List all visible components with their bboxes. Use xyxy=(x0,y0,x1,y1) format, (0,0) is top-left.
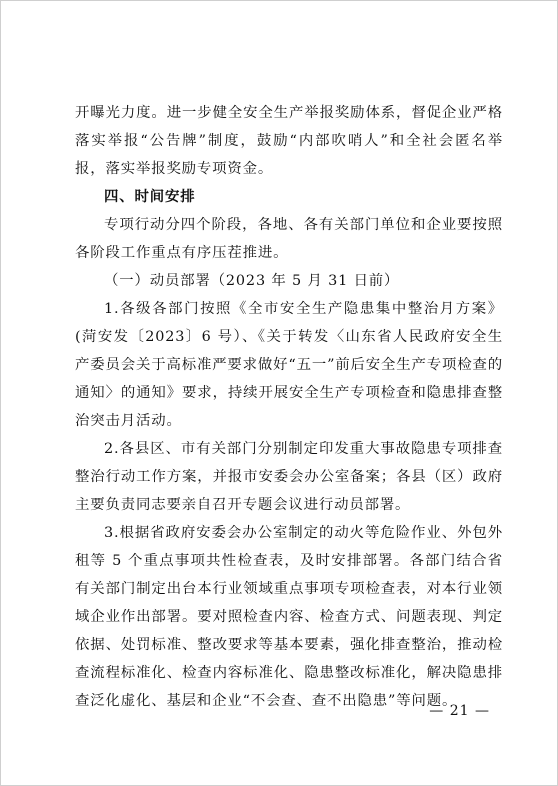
section-heading-time-schedule: 四、时间安排 xyxy=(104,189,196,205)
paragraph-continuation: 开曝光力度。进一步健全安全生产举报奖励体系，督促企业严格落实举报“公告牌”制度，鼓励“内部吹哨人”和全社会匿名举报，落实举报奖励专项资金。 xyxy=(75,105,503,177)
paragraph-stages: 专项行动分四个阶段，各地、各有关部门单位和企业要按照各阶段工作重点有序压茬推进。 xyxy=(75,217,503,261)
sub-heading-mobilization: （一）动员部署（2023 年 5 月 31 日前） xyxy=(104,273,400,289)
document-body xyxy=(75,99,503,715)
paragraph-item-2: 2.各县区、市有关部门分别制定印发重大事故隐患专项排查整治行动工作方案，并报市安委会办公室备案；各县（区）政府主要负责同志要亲自召开专题会议进行动员部署。 xyxy=(75,441,503,513)
paragraph-item-1: 1.各级各部门按照《全市安全生产隐患集中整治月方案》(菏安发〔2023〕6 号）、《关于转发〈山东省人民政府安全生产委员会关于高标准严要求做好“五一”前后安全生产专项检查的通知〉的通知》要求，持续开展安全生产专项检查和隐患排查整治突击月活动。 xyxy=(75,301,503,429)
paragraph-item-3: 3.根据省政府安委会办公室制定的动火等危险作业、外包外租等 5 个重点事项共性检查表，及时安排部署。各部门结合省有关部门制定出台本行业领域重点事项专项检查表，对本行业领域企业作出部署。要对照检查内容、检查方式、问题表现、判定依据、处罚标准、整改要求等基本要素，强化排查整治，推动检查流程标准化、检查内容标准化、隐患整改标准化，解决隐患排查泛化虚化、基层和企业“不会查、查不出隐患”等问题。 xyxy=(75,525,503,709)
page-number: — 21 — xyxy=(429,703,490,719)
